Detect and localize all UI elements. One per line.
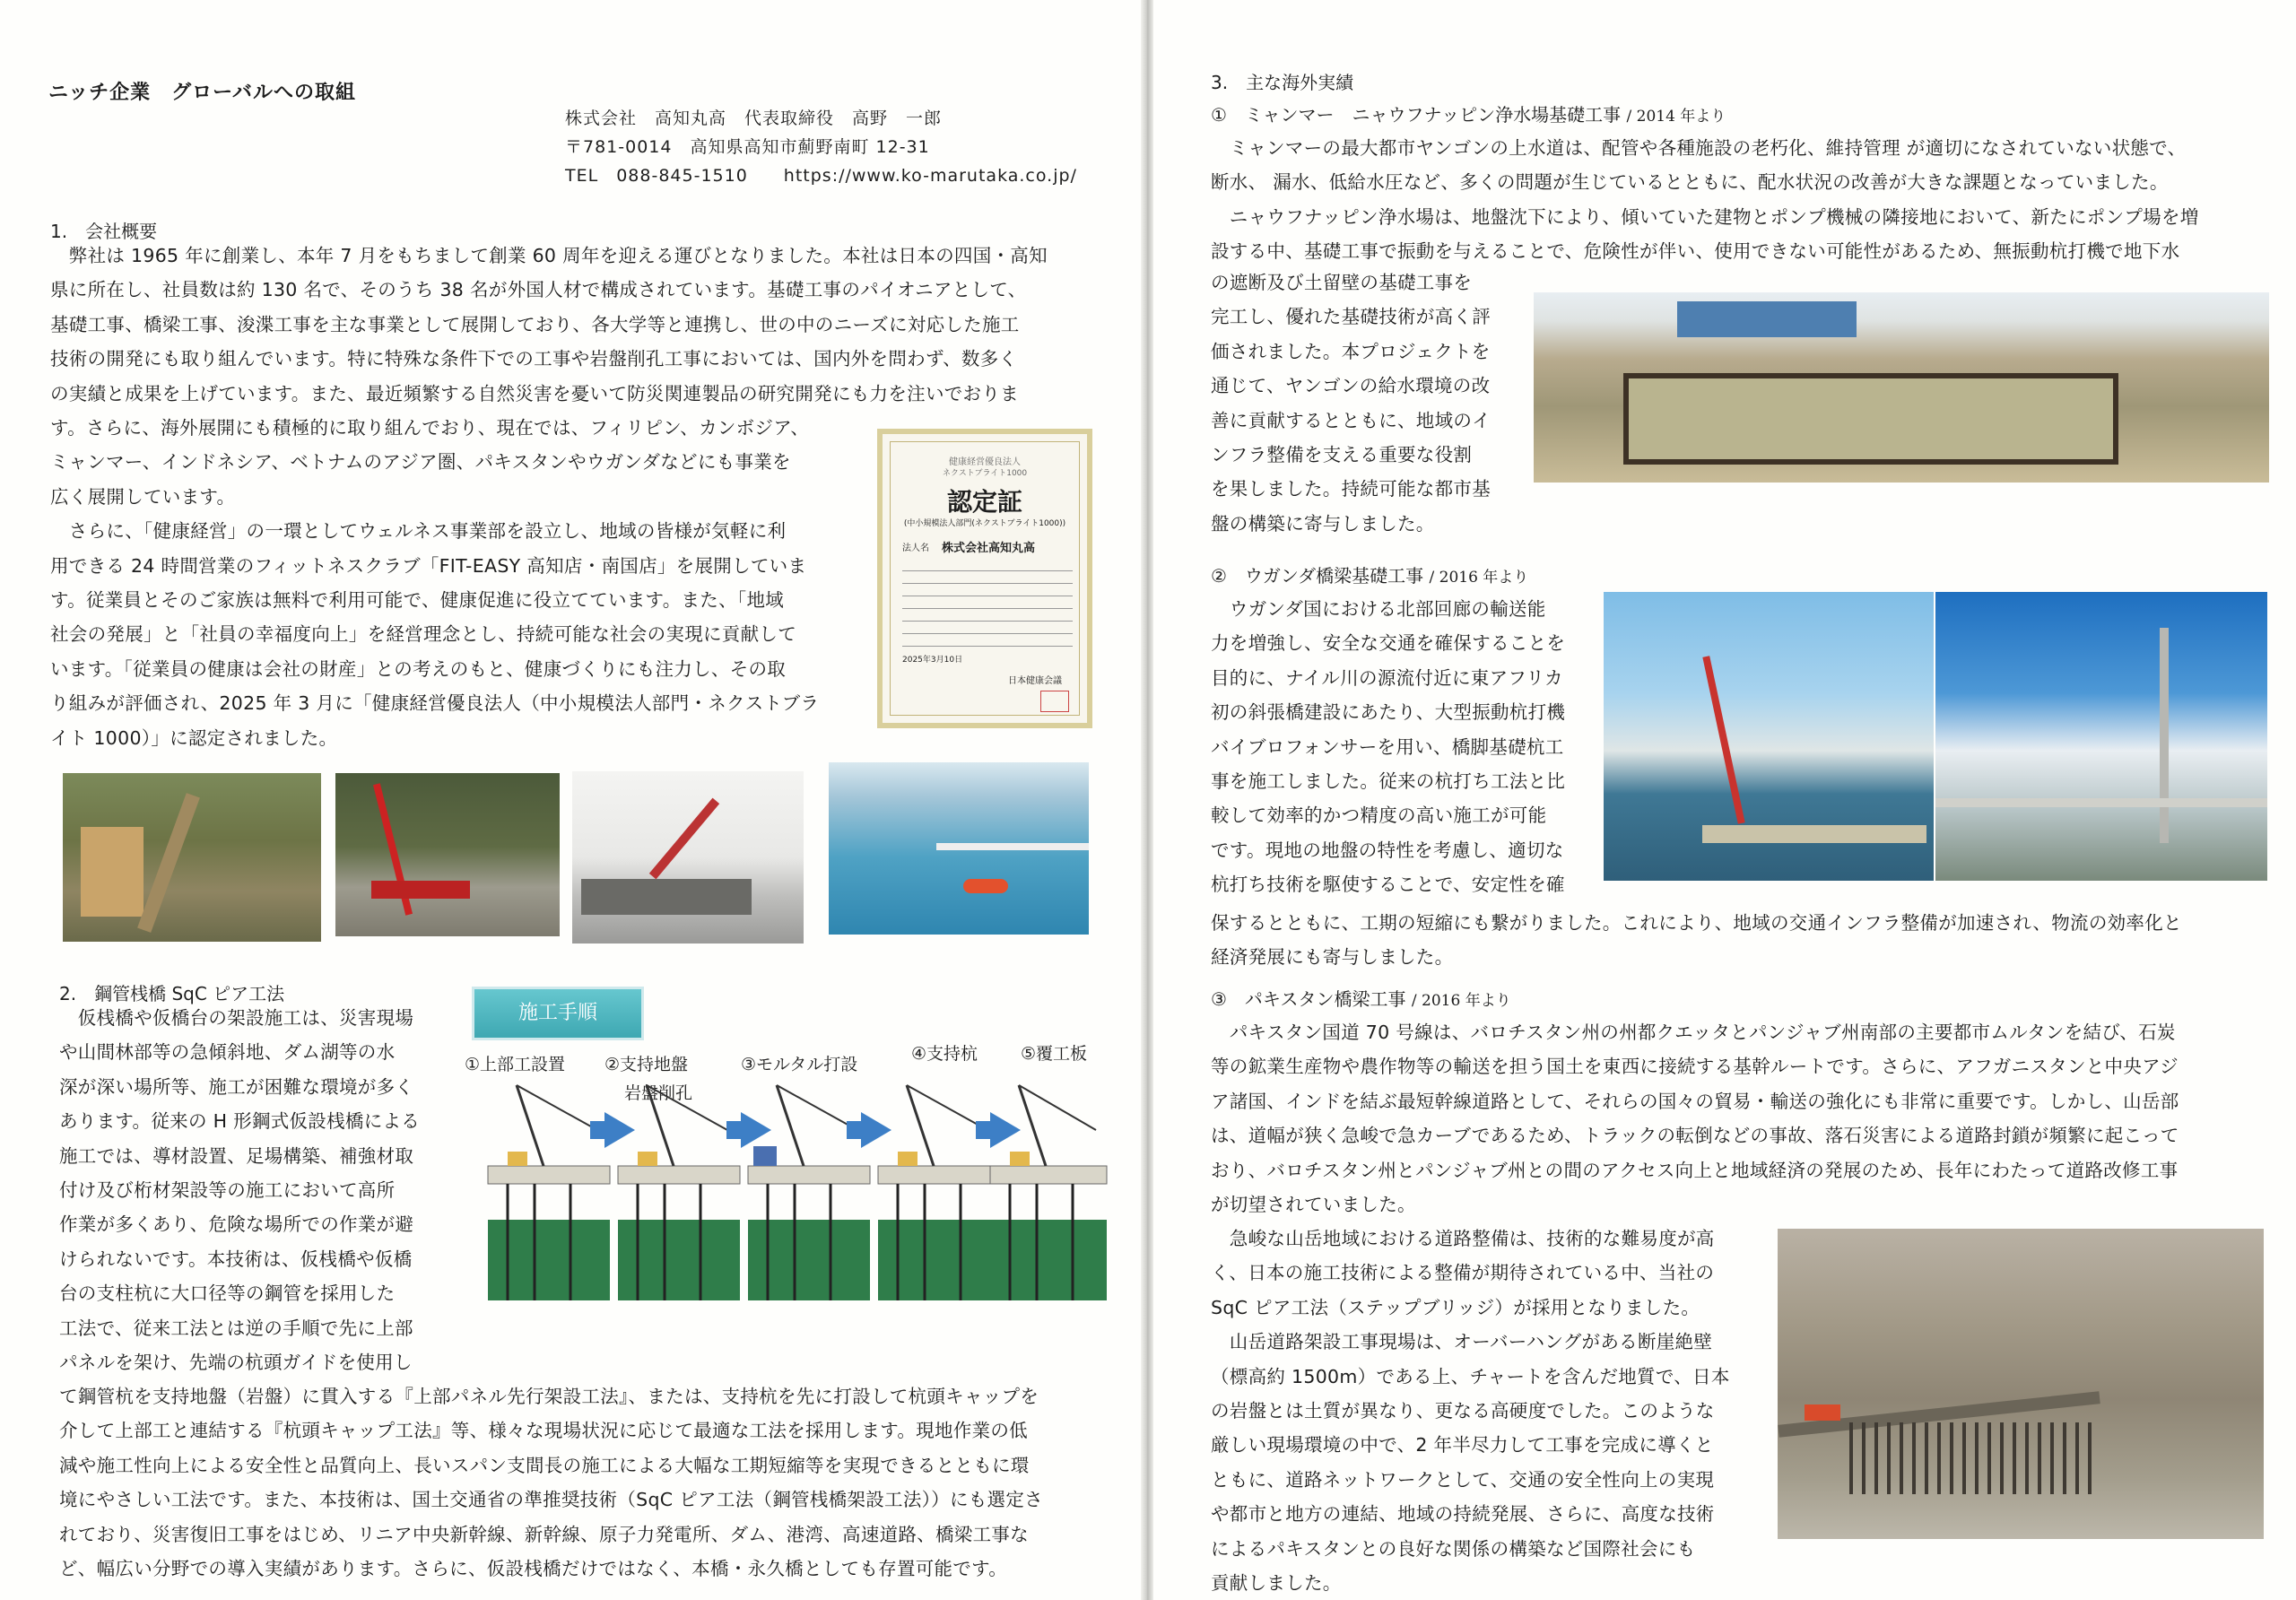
section1-line: イト 1000）」に認定されました。 — [50, 726, 338, 749]
section1-line: す。さらに、海外展開にも積極的に取り組んでおり、現在では、フィリピン、カンボジア、 — [50, 417, 810, 439]
company-info — [565, 104, 1077, 190]
proj1-line: 価されました。本プロジェクトを — [1211, 340, 1491, 362]
section2-heading: 2. 鋼管桟橋 SqC ピア工法 — [59, 983, 285, 1004]
step-label-3: ③モルタル打設 — [741, 1055, 858, 1074]
section2-line: 仮桟橋や仮橋台の架設施工は、災害現場 — [59, 1007, 414, 1029]
address-line: 〒781-0014 高知県高知市薊野南町 12-31 — [565, 137, 930, 157]
stage-2 — [618, 1085, 740, 1300]
proj3-line: おり、バロチスタン州とパンジャブ州との間のアクセス向上と地域経済の発展のため、長年にわたって道路改修工事 — [1211, 1159, 2179, 1181]
proj1-line: の遮断及び土留壁の基礎工事を — [1211, 272, 1473, 293]
section2-line: 施工では、導材設置、足場構築、補強材取 — [59, 1144, 414, 1167]
cert-date: 2025年3月10日 — [902, 656, 963, 665]
step-label-1: ①上部工設置 — [465, 1055, 566, 1074]
proj2-since: / 2016 年より — [1429, 569, 1529, 587]
proj1-line: 盤の構築に寄与しました。 — [1211, 512, 1435, 535]
proj1-body-narrow — [1211, 265, 1530, 541]
proj2-line: 経済発展にも寄与しました。 — [1211, 946, 1454, 969]
proj2-title-text: ② ウガンダ橋梁基礎工事 — [1211, 565, 1424, 587]
proj2-line: 較して効率的かつ精度の高い施工が可能 — [1211, 804, 1547, 827]
proj3-line: パキスタン国道 70 号線は、バロチスタン州の州都クエッタとパンジャブ州南部の主要都市ムルタンを結び、石炭 — [1211, 1022, 2176, 1043]
section1-line: 基礎工事、橋梁工事、浚渫工事を主な事業として展開しており、各大学等と連携し、世の中のニーズに対応した施工 — [50, 313, 1020, 335]
proj2-line: ウガンダ国における北部回廊の輸送能 — [1211, 598, 1546, 620]
section1-line: います。「従業員の健康は会社の財産」との考えのもと、健康づくりにも注力し、その取 — [50, 657, 787, 680]
proj3-line: 貢献しました。 — [1211, 1572, 1342, 1595]
arrow-right-icon — [990, 1112, 1021, 1148]
section1-line: さらに、「健康経営」の一環としてウェルネス事業部を設立し、地域の皆様が気軽に利 — [50, 520, 787, 543]
health-certificate — [877, 429, 1092, 728]
section2-line: 付け及び桁材架設等の施工において高所 — [59, 1179, 396, 1202]
photo-uganda-bridge — [1935, 592, 2267, 881]
proj1-line: 完工し、優れた基礎技術が高く評 — [1211, 306, 1491, 328]
section2-line: 台の支柱杭に大口径等の鋼管を採用した — [59, 1283, 396, 1305]
arrow-right-icon — [861, 1112, 891, 1148]
section2-line: 減や施工性向上による安全性と品質向上、長いスパン支間長の施工による大幅な工期短縮等を実現できるとともに環 — [59, 1454, 1030, 1476]
photo-barge-excavator — [572, 771, 804, 943]
step-label-4: ④支持杭 — [911, 1044, 978, 1064]
section1-heading: 1. 会社概要 — [50, 221, 158, 242]
cert-corp-label: 法人名 — [902, 543, 929, 553]
proj3-title-text: ③ パキスタン橋梁工事 — [1211, 988, 1406, 1010]
section2-line: パネルを架け、先端の杭頭ガイドを使用し — [59, 1352, 413, 1374]
cert-corp-name: 株式会社高知丸高 — [942, 542, 1036, 555]
proj3-body-wide — [1211, 1015, 2251, 1222]
photo-myanmar-site — [1534, 292, 2269, 483]
section1-line: の実績と成果を上げています。また、最近頻繁する自然災害を憂いて防災関連製品の研究開発にも力を注いでおりま — [50, 382, 1019, 404]
section1-line: 技術の開発にも取り組んでいます。特に特殊な条件下での工事や岩盤削孔工事においては、国内外を問わず、数多く — [50, 348, 1018, 370]
proj2-body-wide — [1211, 906, 2251, 975]
section2-line: 作業が多くあり、危険な場所での作業が避 — [59, 1213, 414, 1236]
right-page — [1153, 0, 2296, 1600]
proj3-line: 山岳道路架設工事現場は、オーバーハングがある断崖絶壁 — [1211, 1331, 1713, 1353]
proj3-line: の岩盤とは土質が異なり、更なる高硬度でした。このような — [1211, 1400, 1715, 1422]
proj1-title — [1211, 100, 1726, 126]
proj1-line: を果しました。持続可能な都市基 — [1211, 478, 1491, 500]
section2-line: あります。従来の H 形鋼式仮設桟橋による — [59, 1110, 421, 1133]
company-line: 株式会社 高知丸高 代表取締役 高野 一郎 — [565, 109, 943, 128]
proj3-line: によるパキスタンとの良好な関係の構築など国際社会にも — [1211, 1537, 1696, 1560]
section2-line: や山間林部等の急傾斜地、ダム湖等の水 — [59, 1041, 396, 1064]
proj2-line: 杭打ち技術を駆使することで、安定性を確 — [1211, 874, 1565, 896]
proj1-title-text: ① ミャンマー ニャウフナッピン浄水場基礎工事 — [1211, 104, 1622, 126]
proj2-line: 力を増強し、安全な交通を確保することを — [1211, 632, 1566, 655]
proj3-line: は、道幅が狭く急峻で急カーブであるため、トラックの転倒などの事故、落石災害による道路封鎖が頻繁に起こって — [1211, 1125, 2179, 1147]
proj1-line: 通じて、ヤンゴンの給水環境の改 — [1211, 375, 1491, 397]
proj3-line: 厳しい現場環境の中で、2 年半尽力して工事を完成に導くと — [1211, 1434, 1714, 1457]
proj1-line: 善に貢献するとともに、地域のイ — [1211, 409, 1491, 431]
cert-seal — [1040, 691, 1069, 712]
proj1-line: ニャウフナッピン浄水場は、地盤沈下により、傾いていた建物とポンプ機械の隣接地において、新たにポンプ場を増 — [1211, 205, 2199, 228]
proj3-line: SqC ピア工法（ステップブリッジ）が採用となりました。 — [1211, 1296, 1700, 1318]
section1-line: 広く展開しています。 — [50, 485, 236, 508]
section3-heading: 3. 主な海外実績 — [1211, 72, 1354, 93]
proj3-line: （標高約 1500m）である上、チャートを含んだ地質で、日本 — [1211, 1365, 1730, 1387]
photo-uganda-crane — [1604, 592, 1934, 881]
proj3-line: ア諸国、インドを結ぶ最短幹線道路として、それらの国々の貿易・輸送の強化にも非常に重要です。しかし、山岳部 — [1211, 1090, 2179, 1112]
section1-line: ミャンマー、インドネシア、ベトナムのアジア圏、パキスタンやウガンダなどにも事業を — [50, 451, 791, 474]
cert-subtitle: (中小規模法人部門(ネクストブライト1000)) — [903, 519, 1066, 528]
page-title: ニッチ企業 グローバルへの取組 — [48, 82, 357, 104]
proj2-line: です。現地の地盤の特性を考慮し、適切な — [1211, 839, 1564, 861]
cert-issuer: 日本健康会議 — [1008, 676, 1062, 686]
proj3-line: が切望されていました。 — [1211, 1194, 1416, 1216]
section2-line: れており、災害復旧工事をはじめ、リニア中央新幹線、新幹線、原子力発電所、ダム、港湾、高速道路、橋梁工事な — [59, 1523, 1029, 1545]
proj2-body-narrow — [1211, 592, 1591, 902]
proj1-since: / 2014 年より — [1626, 108, 1726, 126]
section2-line: けられないです。本技術は、仮桟橋や仮橋 — [59, 1248, 413, 1270]
stage-1 — [488, 1085, 610, 1300]
photo-crane-road — [335, 773, 560, 936]
proj3-line: く、日本の施工技術による整備が期待されている中、当社の — [1211, 1262, 1715, 1284]
contact-line: TEL 088-845-1510 https://www.ko-marutaka.co.jp/ — [565, 166, 1077, 186]
section2-line: 深が深い場所等、施工が困難な環境が多く — [59, 1075, 414, 1098]
left-page — [0, 0, 1141, 1600]
proj1-line: ミャンマーの最大都市ヤンゴンの上水道は、配管や各種施設の老朽化、維持管理 が適切になされていない状態で、 — [1211, 137, 2187, 159]
proj3-line: 等の鉱業生産物や農作物等の輸送を担う国土を東西に接続する基幹ルートです。さらに、アフガニスタンと中央アジ — [1211, 1056, 2179, 1078]
proj3-line: 急峻な山岳地域における道路整備は、技術的な難易度が高 — [1211, 1228, 1715, 1249]
section1-line: 用できる 24 時間営業のフィットネスクラブ「FIT-EASY 高知店・南国店」を展開していま — [50, 554, 807, 577]
cert-badge2: ネクストブライト1000 — [942, 469, 1028, 478]
cert-title: 認定証 — [946, 487, 1022, 517]
proj3-since: / 2016 年より — [1411, 992, 1511, 1010]
proj3-line: ともに、道路ネットワークとして、交通の安全性向上の実現 — [1211, 1468, 1715, 1491]
proj2-line: バイブロフォンサーを用い、橋脚基礎杭工 — [1211, 735, 1564, 758]
proj2-line: 初の斜張橋建設にあたり、大型振動杭打機 — [1211, 701, 1566, 724]
proj3-line: や都市と地方の連結、地域の持続発展、さらに、高度な技術 — [1211, 1503, 1715, 1526]
proj1-line: 設する中、基礎工事で振動を与えることで、危険性が伴い、使用できない可能性があるため、無振動杭打機で地下水 — [1211, 240, 2180, 263]
section2-body-wide — [59, 1379, 1100, 1586]
section2-line: 境にやさしい工法です。また、本技術は、国土交通省の準推奨技術（SqC ピア工法（鋼管桟橋架設工法））にも選定さ — [59, 1489, 1043, 1511]
section2-body-narrow — [59, 1001, 447, 1379]
section1-line: 社会の発展」と「社員の幸福度向上」を経営理念とし、持続可能な社会の実現に貢献して — [50, 623, 796, 646]
step-label-2: ②支持地盤 — [604, 1055, 689, 1074]
section2-line: 介して上部工と連結する『杭頭キャップ工法』等、様々な現場状況に応じて最適な工法を採用します。現地作業の低 — [59, 1420, 1028, 1442]
section2-line: て鋼管杭を支持地盤（岩盤）に貫入する『上部パネル先行架設工法』、または、支持杭を先に打設して杭頭キャップを — [59, 1386, 1039, 1407]
section2-line: 工法で、従来工法とは逆の手順で先に上部 — [59, 1317, 413, 1339]
proj3-title — [1211, 985, 1511, 1011]
step-label-2b: 岩盤削孔 — [624, 1083, 693, 1103]
proj1-line: ンフラ整備を支える重要な役割 — [1211, 444, 1473, 466]
proj3-body-narrow — [1211, 1222, 1738, 1600]
photo-mountain-site — [63, 773, 321, 942]
proj2-line: 事を施工しました。従来の杭打ち工法と比 — [1211, 770, 1566, 793]
section1-line: 県に所在し、社員数は約 130 名で、そのうち 38 名が外国人材で構成されています。基礎工事のパイオニアとして、 — [50, 279, 1027, 301]
cert-badge: 健康経営優良法人 — [949, 457, 1021, 467]
photo-pakistan-cliff-road — [1778, 1229, 2264, 1539]
proj2-line: 目的に、ナイル川の源流付近に東アフリカ — [1211, 666, 1563, 689]
section1-line: り組みが評価され、2025 年 3 月に「健康経営優良法人（中小規模法人部門・ネクストブラ — [50, 692, 820, 715]
proj2-line: 保するとともに、工期の短縮にも繋がりました。これにより、地域の交通インフラ整備が加速され、物流の効率化と — [1211, 912, 2182, 934]
section1-line: す。従業員とそのご家族は無料で利用可能で、健康促進に役立てています。また、「地域 — [50, 589, 785, 612]
proj1-body-wide — [1211, 131, 2251, 269]
arrow-right-icon — [741, 1112, 771, 1148]
section1-line: 弊社は 1965 年に創業し、本年 7 月をもちまして創業 60 周年を迎える運びとなりました。本社は日本の四国・高知 — [50, 245, 1048, 266]
page-gutter — [1141, 0, 1153, 1600]
procedure-label: 施工手順 — [472, 987, 644, 1040]
photo-sea-bridge — [829, 762, 1089, 935]
step-label-5: ⑤覆工板 — [1021, 1044, 1088, 1064]
proj2-title — [1211, 561, 1528, 587]
stage-4 — [878, 1085, 1000, 1300]
arrow-right-icon — [604, 1112, 635, 1148]
section2-line: ど、幅広い分野での導入実績があります。さらに、仮設桟橋だけではなく、本橋・永久橋としても存置可能です。 — [59, 1558, 1008, 1580]
proj1-line: 断水、 漏水、低給水圧など、多くの問題が生じているとともに、配水状況の改善が大きな課題となっていました。 — [1211, 171, 2169, 194]
